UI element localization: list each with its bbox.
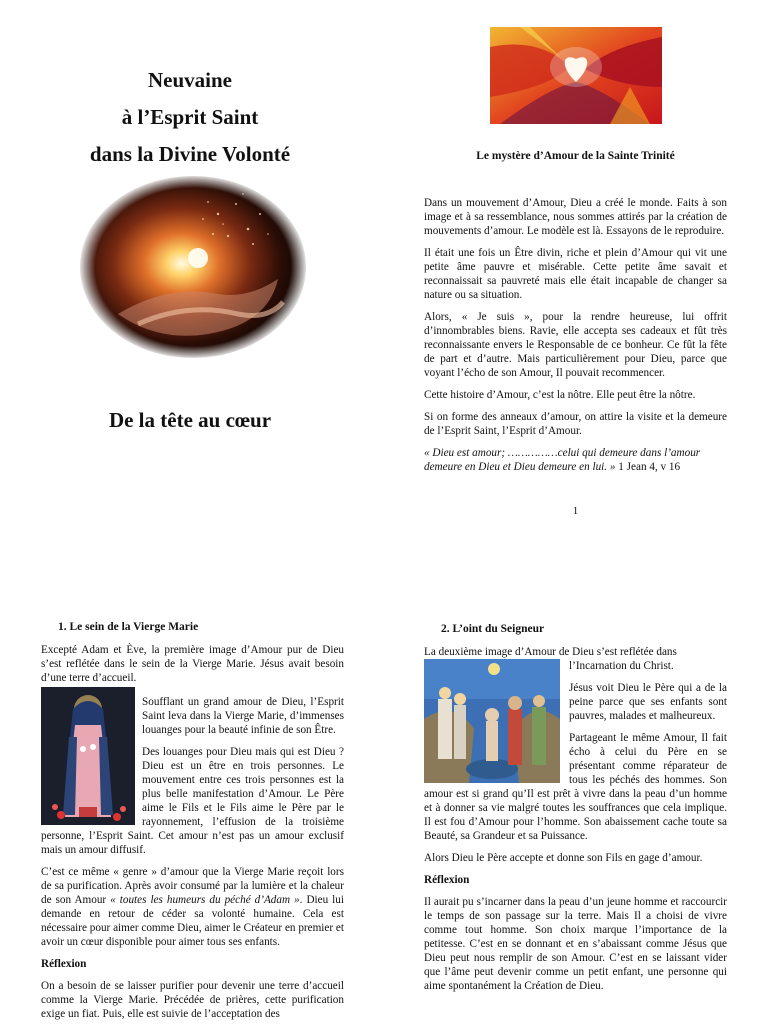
section-2-paragraph-4: Alors Dieu le Père accepte et donne son Fils en gage d’amour. <box>424 852 703 864</box>
trinity-paragraph-2: Il était une fois un Être divin, riche et plein d’Amour qui vit une petite âme pauvre et misérable. Cette petite âme savait et reconnaissait sa pauvreté mais elle était incapable de changer sa nature ou sa situation. <box>424 247 727 301</box>
section-2-reflexion-label: Réflexion <box>424 874 470 886</box>
section-1-paragraph-2: Soufflant un grand amour de Dieu, l’Esprit Saint leva dans la Vierge Marie, d’immenses louanges pour la beauté infinie de son Être. <box>142 696 344 736</box>
cover-title <box>40 62 340 173</box>
section-1-paragraph-4-b: . Dieu lui demande en retour de céder sa volonté humaine. Cela est nécessaire pour aimer comme Dieu, aimer le Créateur en premier et avoir un cœur disponible pour aimer tous ses enfants. <box>41 894 344 948</box>
section-2-text <box>424 645 727 1001</box>
section-1-text <box>41 643 344 1029</box>
heart-hands-image <box>490 27 662 124</box>
page-number: 1 <box>572 505 579 517</box>
section-2-paragraph-3: Partageant le même Amour, Il fait écho à celui du Père en se présentant comme réparateur de tous les péchés des hommes. Son amour est si grand qu’Il est prêt à vivre dans la peau d’un homme et à donner sa vie malgré toutes les souffrances que cela implique. Il est fou d’Amour pour l’homme. Son abaissement cache toute sa Beauté, sa Grandeur et sa Puissance. <box>424 732 727 842</box>
trinity-quote-block <box>424 446 727 474</box>
section-1-intro: Excepté Adam et Ève, la première image d’Amour pur de Dieu s’est reflétée dans le sein de la Vierge Marie. Jésus avait besoin d’une terre d’accueil. <box>41 644 344 684</box>
section-1-paragraph-4-quote: « toutes les humeurs du péché d’Adam » <box>110 894 300 906</box>
section-1-paragraph-4 <box>41 865 344 949</box>
trinity-paragraph-1: Dans un mouvement d’Amour, Dieu a créé le monde. Faits à son image et à sa ressemblance, nous sommes attirés par la création de mouvements d’amour. Le modèle est là. Essayons de le reproduire. <box>424 197 727 237</box>
section-2-reflexion: Il aurait pu s’incarner dans la peau d’un jeune homme et raccourcir le temps de son passage sur la terre. Mais Il a choisi de vivre comme tout homme. Son choix marque l’importance de la petitesse. C’est en se donnant et en s’abaissant comme Jésus que Dieu peut nous remplir de son Amour. C’est en se laissant vider que l’âme peut devenir comme un petit enfant, une personne qui aime spontanément la Création de Dieu. <box>424 896 727 992</box>
cover-title-line-2: à l’Esprit Saint <box>121 105 259 129</box>
trinity-paragraph-5: Si on forme des anneaux d’amour, on attire la visite et la demeure de l’Esprit Saint, l’Esprit d’Amour. <box>424 411 727 437</box>
section-2-intro-a: La deuxième image d’Amour de Dieu s’est reflétée dans <box>424 646 677 658</box>
section-1-reflexion: On a besoin de se laisser purifier pour devenir une terre d’accueil comme la Vierge Marie. Précédée de prières, cette purification exige un fiat. Puis, elle est suivie de l’acceptation des <box>41 980 344 1020</box>
section-2-paragraph-2: Jésus voit Dieu le Père qui a de la peine parce que ses enfants sont pauvres, malades et malheureux. <box>569 682 727 722</box>
trinity-paragraph-3: Alors, « Je suis », pour la rendre heureuse, lui offrit d’innombrables biens. Ravie, elle accepta ses cadeaux et fût très reconnaissante envers le Responsable de ce bonheur. Ce fût la fête de part et d’autre. Mais particulièrement pour Dieu, parce que voyant l’écho de son Amour, Il pouvait recommencer. <box>424 311 727 379</box>
trinity-paragraph-4: Cette histoire d’Amour, c’est la nôtre. Elle peut être la nôtre. <box>424 389 696 401</box>
section-2-title: 2. L’oint du Seigneur <box>441 623 545 635</box>
section-2-intro-b: l’Incarnation du Christ. <box>569 660 674 672</box>
glowing-hands-image <box>78 174 308 360</box>
section-1-paragraph-3: Des louanges pour Dieu mais qui est Dieu ? Dieu est un être en trois personnes. Le mouvement entre ces trois personnes est la plus belle manifestation d’Amour. Le Père aime le Fils et le Fils aime le Père par le rayonnement, l’effusion de la troisième personne, l’Esprit Saint. Cet amour n’est pas un amour exclusif mais un amour diffusif. <box>41 746 344 856</box>
trinity-quote-ref: 1 Jean 4, v 16 <box>615 461 681 473</box>
trinity-quote: « Dieu est amour; ……………celui qui demeure dans l’amour demeure en Dieu et Dieu demeure en lui. » <box>424 447 701 473</box>
trinity-heading: Le mystère d’Amour de la Sainte Trinité <box>476 150 675 162</box>
cover-title-line-3: dans la Divine Volonté <box>89 142 291 166</box>
baptism-of-christ-image <box>424 659 560 783</box>
cover-subtitle: De la tête au cœur <box>108 408 272 432</box>
section-1-title: 1. Le sein de la Vierge Marie <box>58 621 199 633</box>
trinity-text <box>424 196 727 482</box>
section-1-paragraph-4-a: C’est ce même « genre » d’amour que la Vierge Marie reçoit lors de sa purification. Après avoir consumé par la lumière et la chaleur de son Amour <box>41 866 344 906</box>
cover-title-line-1: Neuvaine <box>148 68 232 92</box>
virgin-mary-image <box>41 687 135 825</box>
section-1-reflexion-label: Réflexion <box>41 958 87 970</box>
